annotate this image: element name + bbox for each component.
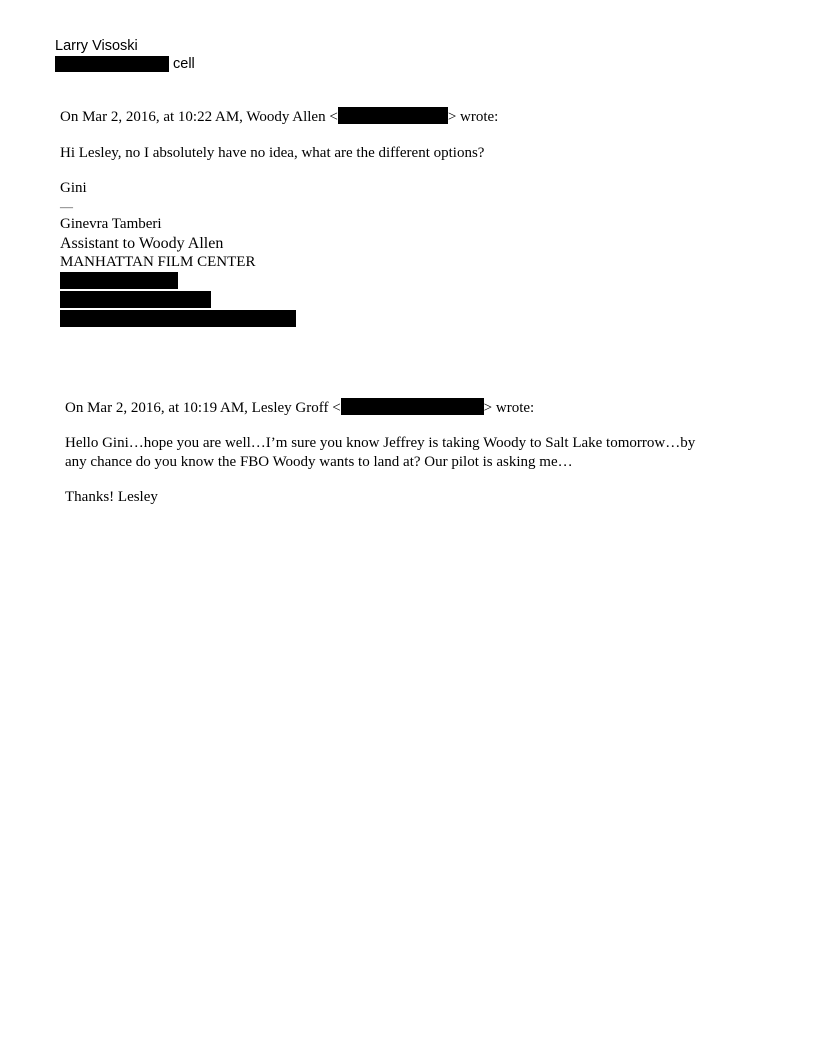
reply-intro-suffix: > wrote: [447, 109, 499, 125]
original-intro-suffix: > wrote: [483, 400, 535, 416]
sender-name: Larry Visoski [55, 38, 138, 54]
reply-intro-prefix: On Mar 2, 2016, at 10:22 AM, Woody Allen < [60, 109, 338, 125]
reply-body: Hi Lesley, no I absolutely have no idea, what are the different options? [60, 145, 485, 161]
redacted-email-address [341, 398, 484, 415]
signature-title: Assistant to Woody Allen [60, 235, 224, 252]
original-intro-line [65, 398, 534, 418]
signature-company: MANHATTAN FILM CENTER [60, 254, 256, 270]
redacted-address-line-3 [60, 310, 296, 327]
original-closing: Thanks! Lesley [65, 489, 158, 505]
redacted-email-address [338, 107, 448, 124]
reply-signoff: Gini [60, 180, 87, 196]
reply-intro-line [60, 107, 498, 127]
redacted-address-line-2 [60, 291, 211, 308]
original-body-line-1: Hello Gini…hope you are well…I’m sure you know Jeffrey is taking Woody to Salt Lake tomorrow…by [65, 435, 696, 451]
original-body-line-2: any chance do you know the FBO Woody wants to land at? Our pilot is asking me… [65, 454, 573, 470]
signature-name: Ginevra Tamberi [60, 216, 162, 232]
redacted-address-line-1 [60, 272, 178, 289]
redacted-phone-number [55, 56, 169, 72]
signature-separator: — [60, 199, 73, 214]
original-intro-prefix: On Mar 2, 2016, at 10:19 AM, Lesley Groff < [65, 400, 341, 416]
cell-label: cell [173, 56, 195, 72]
